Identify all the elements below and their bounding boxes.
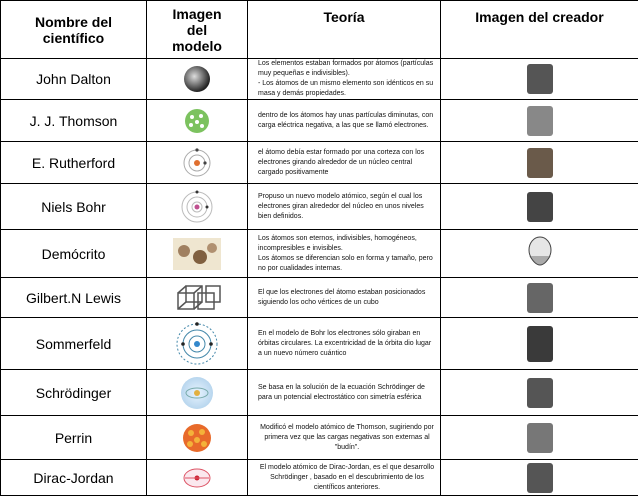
theory-text: dentro de los átomos hay unas partículas diminutas, con carga eléctrica negativa, a las que se llamó electrones. xyxy=(248,100,441,142)
scientist-name: John Dalton xyxy=(1,59,147,100)
bohr-model-icon xyxy=(147,184,248,230)
scientist-name: Schrödinger xyxy=(1,370,147,416)
theory-text: El modelo atómico de Dirac-Jordan, es el que desarrollo Schrödinger , basado en el descubrimiento de los científicos anteriores. xyxy=(248,460,441,496)
theory-text: el átomo debía estar formado por una corteza con los electrones girando alrededor de un núcleo central cargado positivamente xyxy=(248,142,441,184)
portrait-icon xyxy=(441,460,638,496)
elliptical-orbits-model-icon xyxy=(147,318,248,370)
scientist-name: E. Rutherford xyxy=(1,142,147,184)
table-row xyxy=(1,100,638,142)
cubic-atom-model-icon xyxy=(147,278,248,318)
nuclear-model-icon xyxy=(147,142,248,184)
perrin-model-icon xyxy=(147,416,248,460)
scientist-name: J. J. Thomson xyxy=(1,100,147,142)
table-row xyxy=(1,59,638,100)
theory-text: Los elementos estaban formados por átomos (partículas muy pequeñas e indivisibles). - Los átomos de un mismo elemento son idénticos en su masa y demás propiedades. xyxy=(248,59,441,100)
portrait-icon xyxy=(441,278,638,318)
electron-cloud-model-icon xyxy=(147,370,248,416)
theory-text: Modificó el modelo atómico de Thomson, sugiriendo por primera vez que las cargas negativas son externas al "budín". xyxy=(248,416,441,460)
theory-text: En el modelo de Bohr los electrones sólo giraban en órbitas circulares. La excentricidad de la órbita dio lugar a un nuevo número cuántico xyxy=(248,318,441,370)
table-row xyxy=(1,278,638,318)
table-row xyxy=(1,230,638,278)
theory-text: Los átomos son eternos, indivisibles, homogéneos, incompresibles e invisibles. Los átomos se diferencian solo en forma y tamaño, pero no por cualidades internas. xyxy=(248,230,441,278)
header-teoria: Teoría xyxy=(248,1,441,59)
plum-pudding-model-icon xyxy=(147,100,248,142)
table-row xyxy=(1,318,638,370)
header-imagen-creador: Imagen del creador xyxy=(441,1,638,59)
table-row xyxy=(1,184,638,230)
scientist-name: Perrin xyxy=(1,416,147,460)
scientist-name: Gilbert.N Lewis xyxy=(1,278,147,318)
portrait-icon xyxy=(441,100,638,142)
portrait-icon xyxy=(441,370,638,416)
table-row xyxy=(1,370,638,416)
scientist-name: Demócrito xyxy=(1,230,147,278)
democritus-atoms-icon xyxy=(147,230,248,278)
solid-sphere-model-icon xyxy=(147,59,248,100)
bust-drawing-icon xyxy=(441,230,638,278)
scientist-name: Dirac-Jordan xyxy=(1,460,147,496)
table-row xyxy=(1,142,638,184)
portrait-icon xyxy=(441,59,638,100)
theory-text: El que los electrones del átomo estaban posicionados siguiendo los ocho vértices de un cubo xyxy=(248,278,441,318)
header-row xyxy=(1,1,638,59)
table-row xyxy=(1,460,638,496)
scientist-name: Sommerfeld xyxy=(1,318,147,370)
portrait-icon xyxy=(441,142,638,184)
table-row xyxy=(1,416,638,460)
header-nombre: Nombre del científico xyxy=(1,1,147,59)
theory-text: Se basa en la solución de la ecuación Schrödinger de para un potencial electrostático con simetría esférica xyxy=(248,370,441,416)
dirac-model-icon xyxy=(147,460,248,496)
portrait-icon xyxy=(441,318,638,370)
portrait-icon xyxy=(441,184,638,230)
scientist-name: Niels Bohr xyxy=(1,184,147,230)
portrait-icon xyxy=(441,416,638,460)
theory-text: Propuso un nuevo modelo atómico, según el cual los electrones giran alrededor del núcleo en unos niveles bien definidos. xyxy=(248,184,441,230)
header-imagen-modelo: Imagen del modelo xyxy=(147,1,248,59)
